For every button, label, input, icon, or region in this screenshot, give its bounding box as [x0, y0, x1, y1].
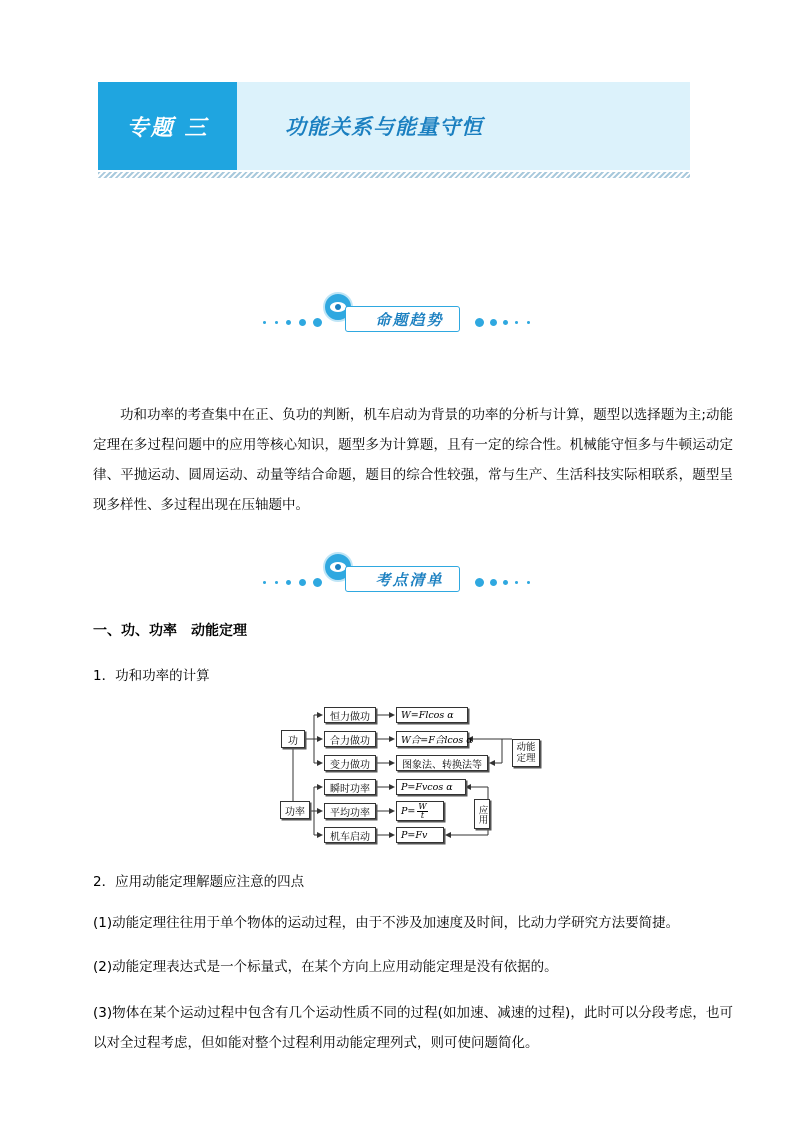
node-variable-force: 变力做功	[324, 755, 376, 771]
node-constant-force: 恒力做功	[324, 707, 376, 723]
formula-constant: W=Flcos α	[396, 707, 468, 723]
point-3: (3)物体在某个运动过程中包含有几个运动性质不同的过程(如加速、减速的过程)，此时可以分段考虑，也可以对全过程考虑，但如能对整个过程利用动能定理列式，则可使问题简化。	[93, 1005, 733, 1051]
subheading-calc: 1．功和功率的计算	[93, 668, 210, 684]
node-average-power: 平均功率	[324, 803, 376, 819]
point-2: (2)动能定理表达式是一个标量式，在某个方向上应用动能定理是没有依据的。	[93, 959, 558, 975]
node-net-force: 合力做功	[324, 731, 376, 747]
node-kinetic-theorem: 动能定理	[512, 739, 540, 767]
fraction-den: t	[420, 810, 425, 820]
formula-average	[396, 801, 444, 821]
formula-average-lhs: P=	[401, 805, 416, 817]
subheading-four-points: 2．应用动能定理解题应注意的四点	[93, 874, 305, 890]
formula-instant: P=Fvcos α	[396, 779, 466, 795]
work-power-diagram	[278, 703, 542, 848]
formula-net: W合=F合lcos α	[396, 731, 468, 747]
point-1: (1)动能定理往往用于单个物体的运动过程，由于不涉及加速度及时间，比动力学研究方法要简捷。	[93, 915, 680, 931]
node-power: 功率	[280, 801, 310, 819]
node-apply: 应用	[474, 799, 490, 829]
node-vehicle-start: 机车启动	[324, 827, 376, 843]
node-work: 功	[281, 730, 305, 748]
section-badge-trend	[255, 292, 535, 336]
node-instant-power: 瞬时功率	[324, 779, 376, 795]
topic-title: 功能关系与能量守恒	[285, 114, 483, 139]
intro-paragraph: 功和功率的考查集中在正、负功的判断，机车启动为背景的功率的分析与计算，题型以选择题为主;动能定理在多过程问题中的应用等核心知识，题型多为计算题，且有一定的综合性。机械能守恒多与牛顿运动定律、平抛运动、圆周运动、动量等结合命题，题目的综合性较强，常与生产、生活科技实际相联系，题型呈现多样性、多过程出现在压轴题中。	[93, 407, 733, 513]
topic-banner	[98, 82, 690, 170]
topic-label: 专题 三	[98, 82, 237, 170]
fraction-num: W	[418, 801, 427, 811]
badge-label: 考点清单	[345, 566, 460, 592]
fraction	[417, 803, 427, 820]
badge-label: 命题趋势	[345, 306, 460, 332]
formula-vehicle: P=Fv	[396, 827, 444, 843]
banner-divider	[98, 172, 690, 178]
heading-work-power: 一、功、功率 动能定理	[93, 623, 247, 639]
topic-title-area	[237, 82, 690, 170]
formula-variable: 图象法、转换法等	[396, 755, 488, 771]
section-badge-checklist	[255, 552, 535, 596]
